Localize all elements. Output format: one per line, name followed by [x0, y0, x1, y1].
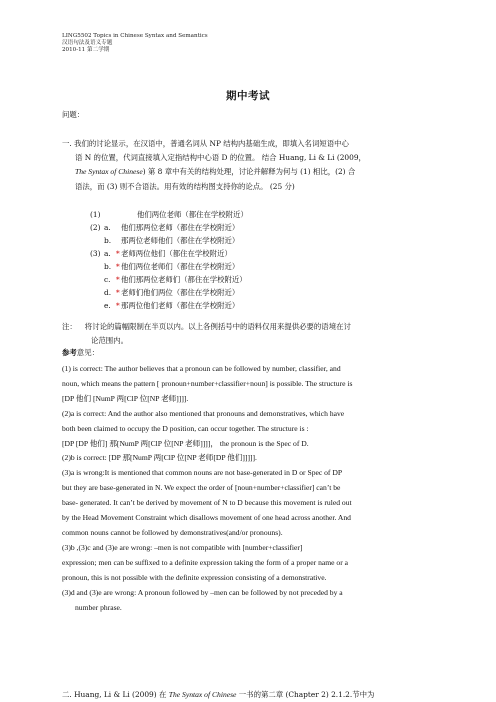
- answer-line: number phrase.: [75, 602, 122, 612]
- example-number: (3): [90, 249, 101, 258]
- answer-line: (3)a is wrong:It is mentioned that common nouns are not base-generated in D or Spec of DP: [62, 468, 343, 478]
- question-label: 问题：: [62, 110, 85, 119]
- example-number: (2): [90, 223, 101, 232]
- example-sub-label: a.: [104, 249, 111, 258]
- ungrammatical-star: *: [116, 301, 120, 310]
- example-item: [90, 273, 247, 286]
- example-text: 他们那两位老师们（都住在学校附近）: [121, 275, 247, 284]
- ungrammatical-star: *: [116, 275, 120, 284]
- example-sub-label: e.: [104, 301, 111, 310]
- q2-book-title: The Syntax of Chinese: [168, 690, 237, 699]
- note-line1: [62, 320, 438, 334]
- example-text: 他们那两位老师（都住在学校附近）: [121, 223, 240, 232]
- q1-line1: 一. 我们的讨论显示，在汉语中，普通名词从 NP 结构内基础生成，即填入名词短语中心: [62, 139, 349, 148]
- answer-line: [DP [DP 他们] 那[NumP 两[ClP 位[NP 老师]]]]， the pronoun is the Spec of D.: [62, 438, 309, 448]
- course-title: LING5502 Topics in Chinese Syntax and Semantics: [62, 33, 208, 39]
- example-sub-label: b.: [104, 236, 112, 245]
- example-text: 老师两位他们（都住在学校附近）: [121, 249, 232, 258]
- example-sub-label: b.: [104, 262, 112, 271]
- example-text: 那两位他们老师（都住在学校附近）: [121, 301, 240, 310]
- example-item: [90, 247, 232, 260]
- answer-line: (2)b is correct: [DP 那[NumP 两[ClP 位[NP 老师[DP 他们]]]]].: [62, 453, 257, 463]
- example-item: [90, 221, 239, 234]
- ungrammatical-star: *: [116, 249, 120, 258]
- reference-rest: 意见：: [76, 348, 99, 357]
- question-one: [62, 137, 438, 194]
- q2-pre: 二. Huang, Li & Li (2009) 在: [62, 690, 169, 699]
- example-item: [90, 260, 239, 273]
- example-sub-label: d.: [104, 288, 112, 297]
- structure-1: [DP 他们 [NumP 两[ClP 位[NP 老师]]]].: [62, 393, 189, 403]
- example-item: [90, 234, 239, 247]
- answer-line: but they are base-generated in N. We expect the order of [noun+number+classifier] can’t be: [62, 483, 341, 493]
- reference-heading: [62, 346, 438, 360]
- example-number: (1): [90, 210, 101, 219]
- note: [62, 320, 438, 348]
- q2-post: 一书的第二章 (Chapter 2) 2.1.2.节中为: [236, 690, 375, 699]
- q1-line4: 语法，而 (3) 则不合语法。用有效的结构图支持你的论点。 (25 分): [75, 181, 295, 191]
- answer-line: expression; men can be suffixed to a definite expression taking the form of a proper name or a: [62, 557, 349, 567]
- example-item: [90, 299, 239, 312]
- q1-line3: [62, 165, 438, 179]
- answer-line: (2)a is correct: And the author also mentioned that pronouns and demonstratives, which have: [62, 408, 345, 418]
- exam-title: 期中考试: [226, 90, 270, 102]
- example-text: 老师们他们两位（都住在学校附近）: [121, 288, 240, 297]
- note-label: 注：: [62, 322, 77, 331]
- q1-line3-rest: ) 第 8 章中有关的结构处理，讨论并解释为何与 (1) 相比，(2) 合: [142, 167, 356, 177]
- book-title: The Syntax of Chinese: [75, 167, 143, 177]
- answer-line: (3)b ,(3)c and (3)e are wrong: –men is not compatible with [number+classifier]: [62, 542, 303, 552]
- answer-line: [62, 392, 438, 407]
- example-item: [90, 286, 239, 299]
- example-text: 他们两位老师（都住在学校附近）: [137, 210, 248, 219]
- reference-answers: [62, 362, 438, 615]
- answer-line: (1) is correct: The author believes that a pronoun can be followed by number, classifier, and: [62, 364, 341, 373]
- ungrammatical-star: *: [116, 288, 120, 297]
- answer-line: noun, which means the pattern [ pronoun+number+classifier+noun] is possible. The structure is: [62, 378, 353, 388]
- example-text: 他们两位老师们（都住在学校附近）: [121, 262, 240, 271]
- answer-line: pronoun, this is not possible with the definite expression consisting of a demonstrative.: [62, 572, 327, 582]
- answer-line: both been claimed to occupy the D position, can occur together. The structure is :: [62, 423, 309, 433]
- reference-label: 参考: [62, 348, 77, 357]
- answer-line: by the Head Movement Constraint which disallows movement of one head across another. And: [62, 513, 351, 523]
- note-line2: 论范围内。: [91, 336, 128, 346]
- example-sub-label: c.: [104, 275, 111, 284]
- note-text: 将讨论的篇幅限制在半页以内。以上各例括号中的语料仅用来提供必要的语境在讨: [84, 322, 351, 331]
- course-title-chinese: 汉语句法及语义专题: [62, 40, 113, 47]
- q1-line2: 语 N 的位置，代词直接填入定指结构中心语 D 的位置。 结合 Huang, Li & Li (2009，: [75, 153, 366, 163]
- answer-line: (3)d and (3)e are wrong: A pronoun followed by –men can be followed by not preceded by a: [62, 587, 343, 597]
- answer-line: common nouns cannot be followed by demonstratives(and/or pronouns).: [62, 527, 283, 537]
- answer-line: base- generated. It can’t be derived by movement of N to D because this movement is ruled out: [62, 498, 352, 508]
- example-item: [90, 208, 248, 221]
- example-text: 那两位老师他们（都住在学校附近）: [121, 236, 240, 245]
- document-header: [62, 33, 208, 55]
- semester: 2010-11 第二学期: [62, 47, 110, 54]
- example-sub-label: a.: [104, 223, 111, 232]
- question-two: [62, 688, 438, 702]
- ungrammatical-star: *: [116, 262, 120, 271]
